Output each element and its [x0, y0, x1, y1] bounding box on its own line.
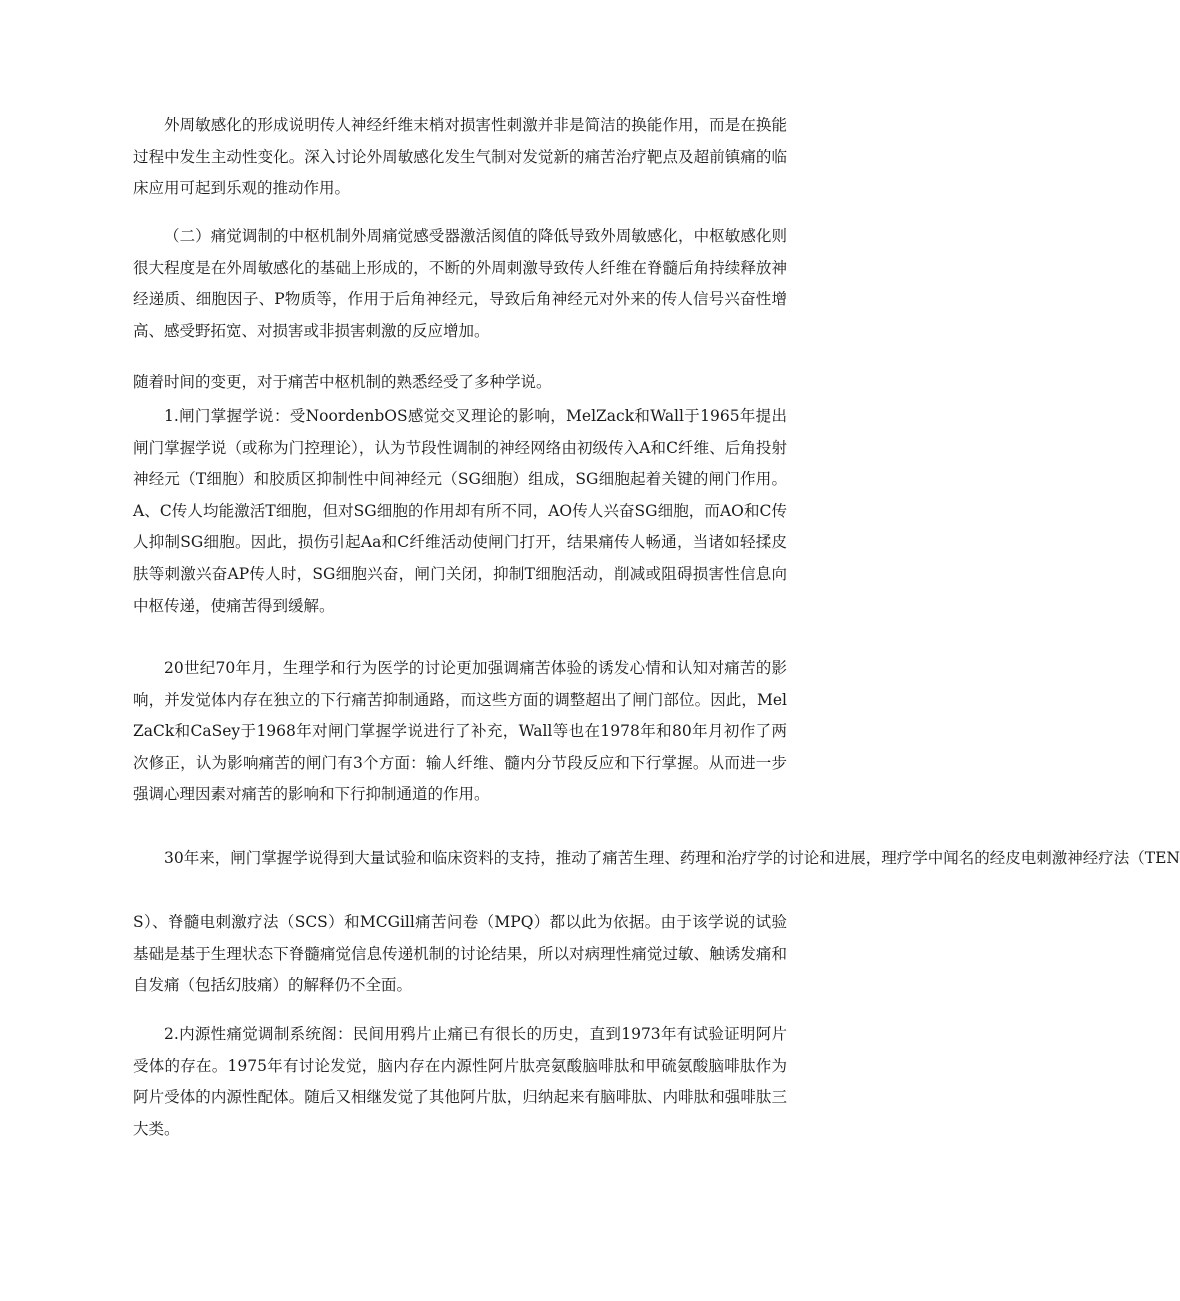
paragraph-6: 30年来，闸门掌握学说得到大量试验和临床资料的支持，推动了痛苦生理、药理和治疗学的讨论和进展，理疗学中闻名的经皮电刺激神经疗法（TEN: [164, 849, 1180, 867]
paragraph-1: 外周敏感化的形成说明传人神经纤维末梢对损害性刺激并非是简洁的换能作用，而是在换能过程中发生主动性变化。深入讨论外周敏感化发生气制对发觉新的痛苦治疗靶点及超前镇痛的临床应用可起到乐观的推动作用。: [133, 116, 787, 198]
paragraph-8: 2.内源性痛觉调制系统阁：民间用鸦片止痛已有很长的历史，直到1973年有试验证明阿片受体的存在。1975年有讨论发觉，脑内存在内源性阿片肽亮氨酸脑啡肽和甲硫氨酸脑啡肽作为阿片受体的内源性配体。随后又相继发觉了其他阿片肽，归纳起来有脑啡肽、内啡肽和强啡肽三大类。: [133, 1025, 787, 1138]
paragraph-3: 随着时间的变更，对于痛苦中枢机制的熟悉经受了多种学说。: [133, 373, 552, 391]
paragraph-7: S）、脊髓电刺激疗法（SCS）和MCGill痛苦问卷（MPQ）都以此为依据。由于该学说的试验基础是基于生理状态下脊髓痛觉信息传递机制的讨论结果，所以对病理性痛觉过敏、触诱发痛和自发痛（包括幻肢痛）的解释仍不全面。: [133, 913, 787, 995]
paragraph-4: 1.闸门掌握学说：受NoordenbOS感觉交叉理论的影响，MelZack和Wall于1965年提出闸门掌握学说（或称为门控理论），认为节段性调制的神经网络由初级传入A和C纤维、后角投射神经元（T细胞）和胶质区抑制性中间神经元（SG细胞）组成，SG细胞起着关键的闸门作用。A、C传人均能激活T细胞，但对SG细胞的作用却有所不同，AO传人兴奋SG细胞，而AO和C传人抑制SG细胞。因此，损伤引起Aa和C纤维活动使闸门打开，结果痛传人畅通，当诸如轻揉皮肤等刺激兴奋AP传人时，SG细胞兴奋，闸门关闭，抑制T细胞活动，削减或阻碍损害性信息向中枢传递，使痛苦得到缓解。: [133, 407, 787, 615]
paragraph-2: （二）痛觉调制的中枢机制外周痛觉感受器激活阂值的降低导致外周敏感化，中枢敏感化则很大程度是在外周敏感化的基础上形成的，不断的外周刺激导致传人纤维在脊髓后角持续释放神经递质、细胞因子、P物质等，作用于后角神经元，导致后角神经元对外来的传人信号兴奋性增高、感受野拓宽、对损害或非损害刺激的反应增加。: [133, 227, 787, 340]
paragraph-5: 20世纪70年月，生理学和行为医学的讨论更加强调痛苦体验的诱发心情和认知对痛苦的影响，并发觉体内存在独立的下行痛苦抑制通路，而这些方面的调整超出了闸门部位。因此，MelZaCk和CaSey于1968年对闸门掌握学说进行了补充，Wall等也在1978年和80年月初作了两次修正，认为影响痛苦的闸门有3个方面：输人纤维、髓内分节段反应和下行掌握。从而进一步强调心理因素对痛苦的影响和下行抑制通道的作用。: [133, 659, 787, 804]
